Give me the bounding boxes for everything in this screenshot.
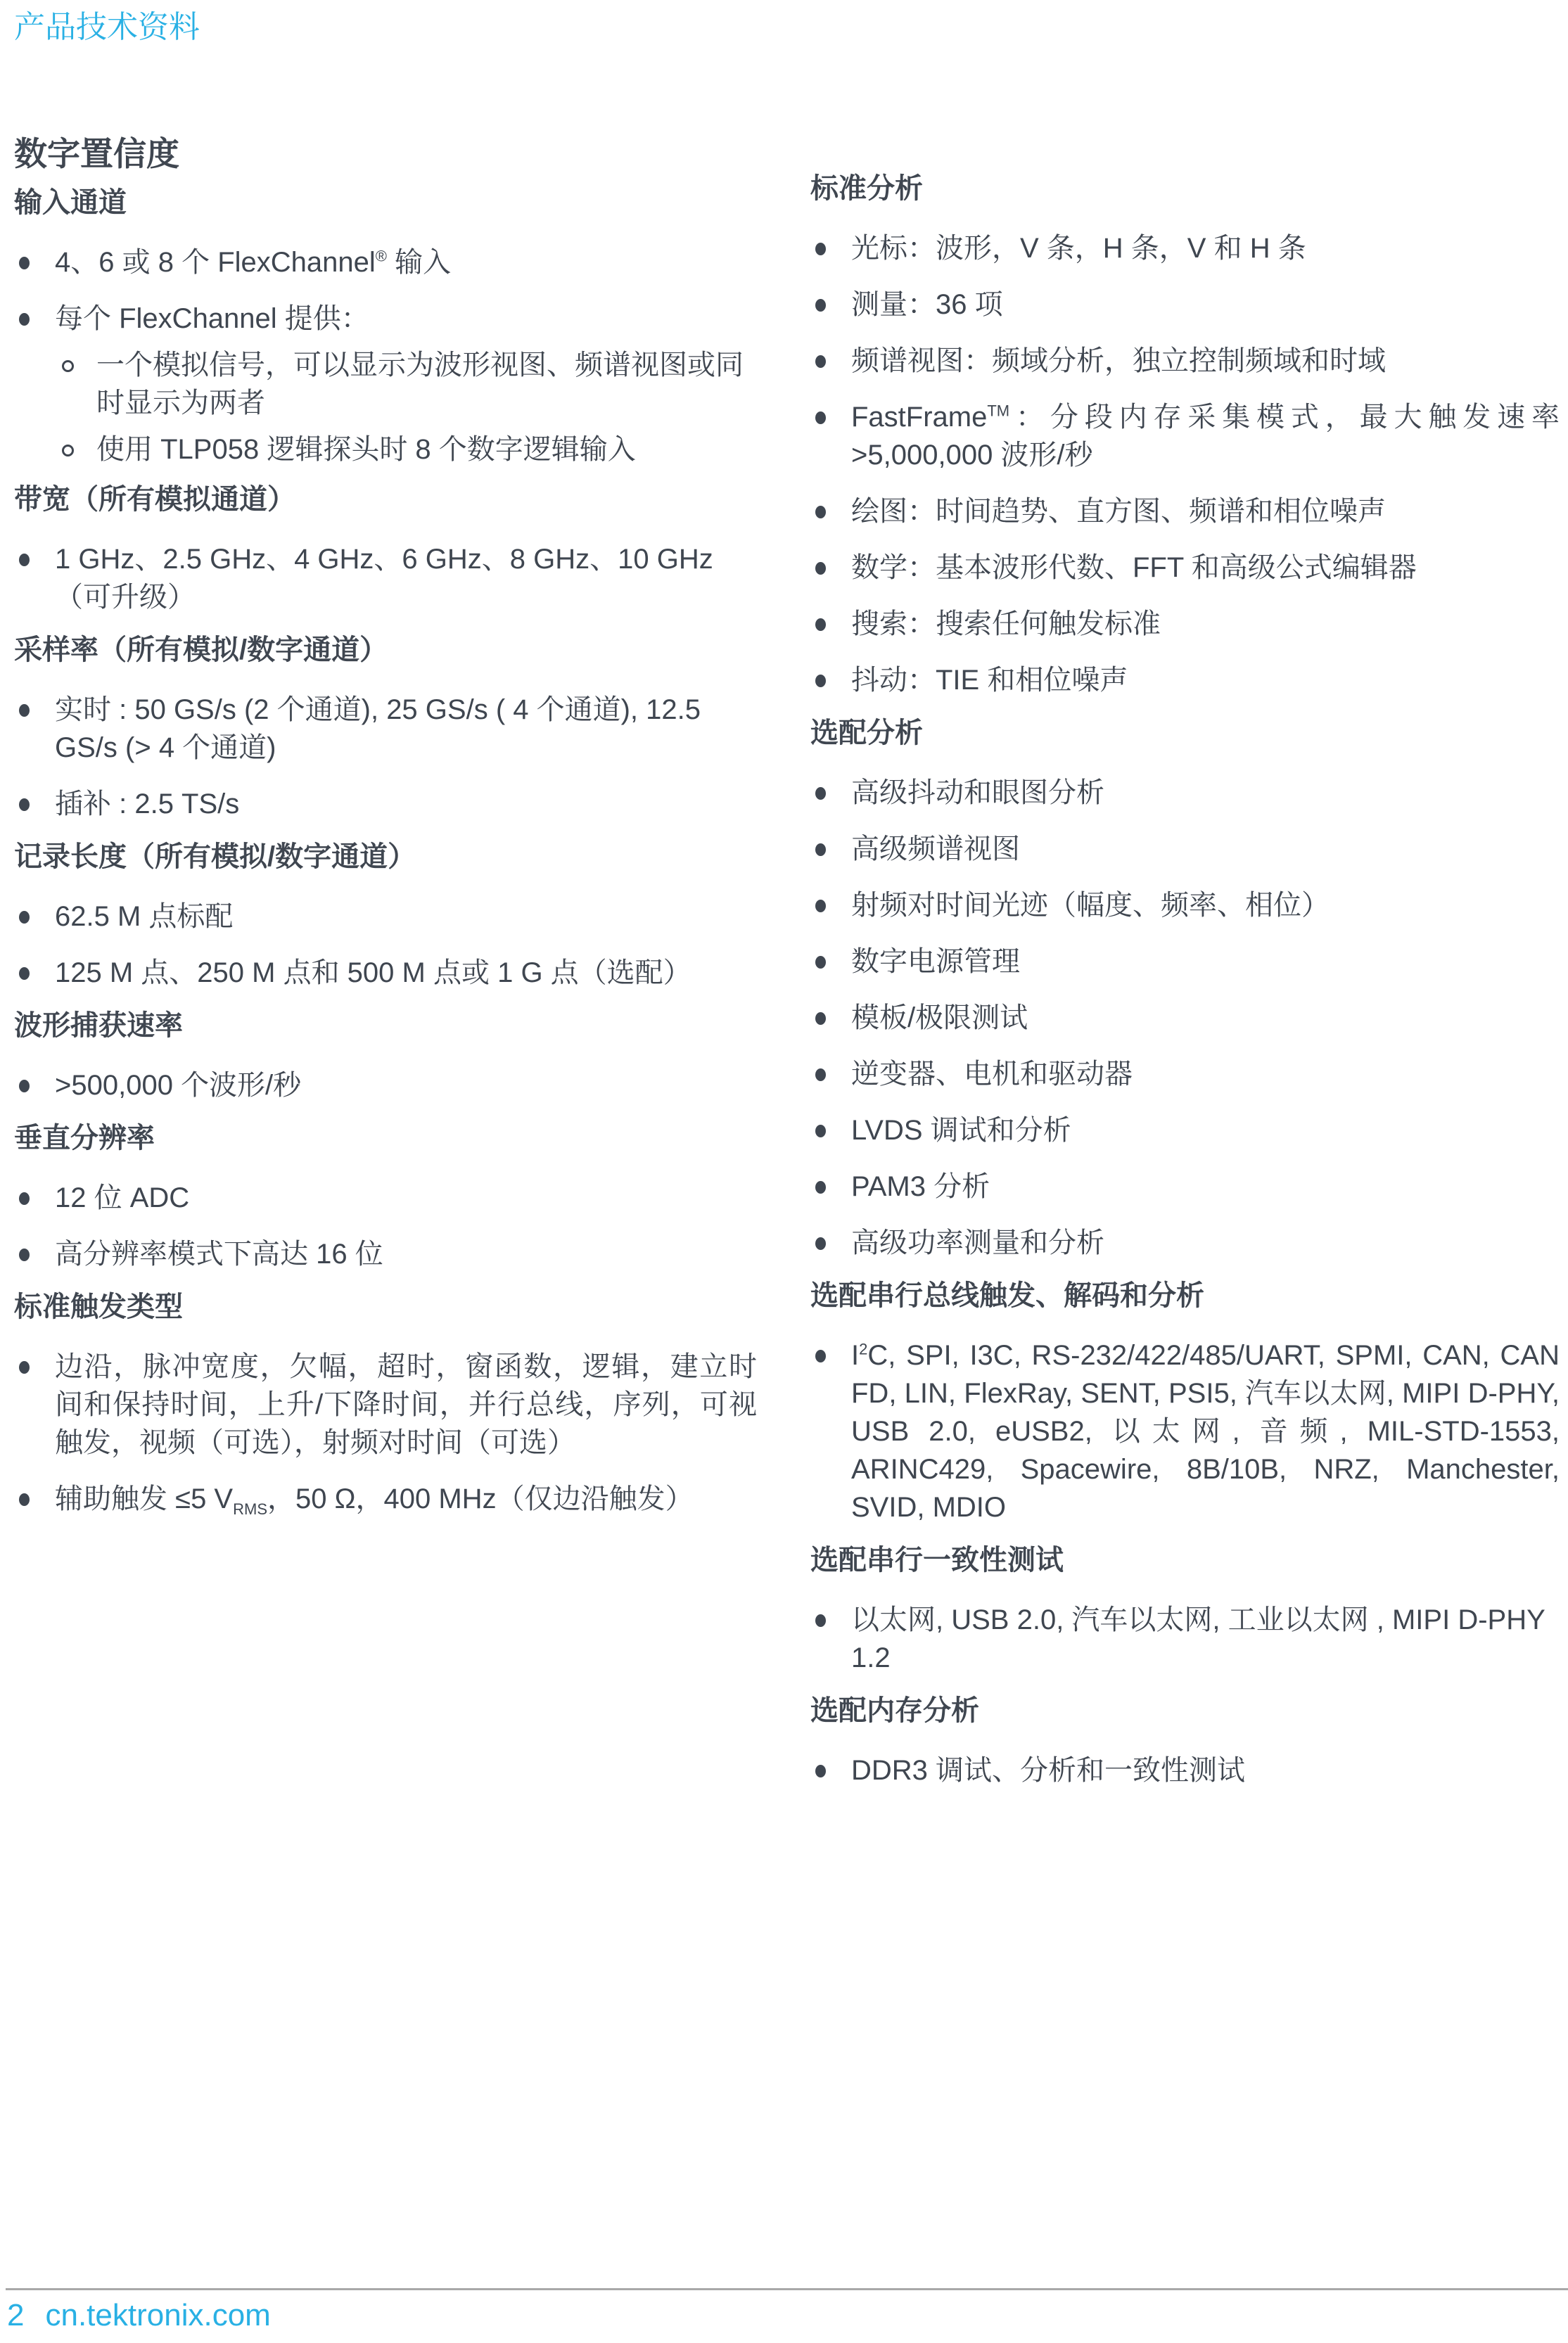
list-item (14, 1066, 757, 1104)
list-item-text: 4、6 或 8 个 FlexChannel® 输入 (55, 247, 452, 278)
list-item (14, 540, 757, 616)
list-item (810, 999, 1560, 1037)
list-item (810, 229, 1560, 267)
bullet-dot-icon (815, 1350, 826, 1362)
list-item-text: DDR3 调试、分析和一致性测试 (851, 1755, 1246, 1786)
list-item-text: 光标：波形，V 条，H 条，V 和 H 条 (851, 233, 1306, 264)
bullet-dot-icon (815, 562, 826, 575)
list-item-text: 测量：36 项 (851, 289, 1003, 320)
list-item-text: 频谱视图：频域分析，独立控制频域和时域 (851, 345, 1386, 376)
bullet-dot-icon (19, 554, 30, 566)
right-section-1 (810, 717, 1560, 1262)
section-heading: 波形捕获速率 (14, 1010, 183, 1041)
main-title: 数字置信度 (14, 135, 179, 172)
bullet-dot-icon (815, 900, 826, 912)
bullet-dot-icon (815, 1614, 826, 1627)
bullet-dot-icon (815, 243, 826, 255)
bullet-dot-icon (19, 1361, 30, 1374)
bullet-dot-icon (815, 675, 826, 687)
list-item (14, 954, 757, 992)
list-item-text: 高级抖动和眼图分析 (851, 777, 1104, 808)
list-item-text: 逆变器、电机和驱动器 (851, 1059, 1133, 1090)
list-item (810, 342, 1560, 380)
list-item-text: 以太网, USB 2.0, 汽车以太网, 工业以太网 , MIPI D-PHY 1.2 (851, 1604, 1545, 1673)
left-section-4 (14, 1010, 757, 1104)
list-item (810, 1751, 1560, 1789)
bullet-dot-icon (815, 506, 826, 518)
list-item (810, 1055, 1560, 1093)
list-item-text: 高级功率测量和分析 (851, 1227, 1104, 1258)
section-heading: 标准触发类型 (14, 1291, 183, 1322)
list-item (14, 1348, 757, 1462)
list-item-text: PAM3 分析 (851, 1171, 990, 1202)
list-item (810, 1111, 1560, 1149)
section-heading: 采样率（所有模拟/数字通道） (14, 634, 388, 665)
list-item-text: >500,000 个波形/秒 (55, 1070, 302, 1101)
section-heading: 标准分析 (810, 173, 923, 204)
bullet-dot-icon (19, 313, 30, 326)
list-item (810, 549, 1560, 587)
section-heading: 输入通道 (14, 187, 127, 218)
section-heading: 选配串行总线触发、解码和分析 (810, 1280, 1204, 1311)
bullet-dot-icon (19, 911, 30, 924)
section-heading: 选配分析 (810, 717, 923, 748)
list-item-text: 一个模拟信号，可以显示为波形视图、频谱视图或同时显示为两者 (96, 350, 744, 419)
list-item-text: 模板/极限测试 (851, 1002, 1028, 1033)
bullet-dot-icon (19, 798, 30, 811)
left-section-3 (14, 841, 757, 992)
column-gap (757, 136, 810, 1808)
section-heading: 垂直分辨率 (14, 1123, 155, 1154)
section-heading: 选配串行一致性测试 (810, 1545, 1064, 1576)
list-item-text: 辅助触发 ≤5 $V_{RMS}$，50 Ω，400 MHz（仅边沿触发） (55, 1483, 694, 1518)
list-item (14, 785, 757, 823)
list-item-text: 数字电源管理 (851, 946, 1020, 977)
bullet-dot-icon (815, 1068, 826, 1081)
bullet-dot-icon (815, 787, 826, 800)
list-item-text: 高分辨率模式下高达 16 位 (55, 1239, 383, 1270)
list-item (810, 286, 1560, 324)
left-section-2 (14, 634, 757, 823)
bullet-dot-icon (19, 1249, 30, 1261)
list-item-text: 绘图：时间趋势、直方图、频谱和相位噪声 (851, 496, 1386, 527)
list-item (14, 1235, 757, 1273)
page-footer (0, 2288, 1568, 2343)
list-item-text: 12 位 ADC (55, 1182, 190, 1213)
bullet-dot-icon (815, 1181, 826, 1194)
list-item-text: 使用 TLP058 逻辑探头时 8 个数字逻辑输入 (96, 434, 636, 465)
list-item (810, 661, 1560, 699)
left-section-5 (14, 1123, 757, 1273)
list-item-text: 搜索：搜索任何触发标准 (851, 608, 1161, 639)
list-item-text: LVDS 调试和分析 (851, 1115, 1071, 1146)
bullet-dot-icon (815, 843, 826, 856)
list-item (14, 430, 757, 468)
list-item (810, 398, 1560, 474)
bullet-dot-icon (815, 618, 826, 631)
bullet-dot-icon (815, 1765, 826, 1777)
left-column (14, 136, 757, 1808)
list-item (810, 492, 1560, 530)
list-item (810, 886, 1560, 924)
left-sections-container (14, 187, 757, 1518)
bullet-dot-icon (19, 1192, 30, 1205)
bullet-dot-icon (815, 411, 826, 424)
bullet-dot-icon (19, 1080, 30, 1092)
list-item (14, 691, 757, 767)
section-heading: 选配内存分析 (810, 1695, 979, 1726)
right-column (810, 136, 1560, 1808)
bullet-dot-icon (815, 1125, 826, 1137)
list-item-text: 62.5 M 点标配 (55, 901, 234, 932)
page-number: 2 (7, 2298, 25, 2332)
footer-url-link[interactable]: cn.tektronix.com (45, 2298, 271, 2332)
section-heading: 带宽（所有模拟通道） (14, 484, 295, 515)
bullet-dot-icon (19, 257, 30, 269)
bullet-dot-icon (815, 299, 826, 312)
list-item-text: $I^2C$, SPI, I3C, RS-232/422/485/UART, SPMI, CAN, CAN FD, LIN, FlexRay, SENT, PSI5, 汽车以太网, MIPI D-PHY, USB 2.0, eUSB2, 以太网, 音频, MIL-STD-1553, ARINC429, Spacewire, 8B/10B, NRZ, Manchester, SVID, MDIO (851, 1340, 1560, 1523)
right-sections-container (810, 173, 1560, 1789)
bullet-dot-icon (19, 967, 30, 980)
list-item (14, 898, 757, 936)
list-item-text: FastFrame™：分段内存采集模式，最大触发速率 >5,000,000 波形/秒 (851, 402, 1560, 471)
list-item (14, 243, 757, 281)
bullet-dot-icon (815, 355, 826, 368)
list-item-text: 每个 FlexChannel 提供： (55, 303, 369, 334)
section-heading: 记录长度（所有模拟/数字通道） (14, 841, 416, 872)
list-item (810, 774, 1560, 812)
left-section-0 (14, 187, 757, 468)
footer-row (7, 2298, 271, 2333)
right-section-2 (810, 1280, 1560, 1526)
bullet-dot-icon (815, 1012, 826, 1025)
doc-type-label: 产品技术资料 (14, 10, 200, 44)
list-item (14, 1179, 757, 1217)
list-item-text: 125 M 点、250 M 点和 500 M 点或 1 G 点（选配） (55, 957, 691, 988)
right-section-3 (810, 1545, 1560, 1677)
bullet-dot-icon (815, 1237, 826, 1250)
list-item-text: 高级频谱视图 (851, 834, 1020, 864)
left-section-1 (14, 484, 757, 616)
list-item (810, 1336, 1560, 1526)
bullet-dot-icon (19, 704, 30, 717)
list-item (14, 300, 757, 338)
list-item-text: 边沿，脉冲宽度，欠幅，超时，窗函数，逻辑，建立时间和保持时间，上升/下降时间，并行总线，序列，可视触发，视频（可选），射频对时间（可选） (55, 1351, 757, 1458)
content-columns (0, 136, 1568, 1808)
list-item (14, 1480, 757, 1518)
list-item-text: 实时 : 50 GS/s (2 个通道), 25 GS/s ( 4 个通道), 12.5 GS/s (> 4 个通道) (55, 694, 701, 763)
right-section-4 (810, 1695, 1560, 1789)
right-section-0 (810, 173, 1560, 699)
list-item-text: 插补 : 2.5 TS/s (55, 789, 240, 819)
list-item-text: 数学：基本波形代数、FFT 和高级公式编辑器 (851, 552, 1417, 583)
left-section-6 (14, 1291, 757, 1518)
list-item (810, 605, 1560, 643)
bullet-dot-icon (19, 1493, 30, 1506)
list-item-text: 1 GHz、2.5 GHz、4 GHz、6 GHz、8 GHz、10 GHz（可升级） (55, 544, 713, 613)
list-item (14, 346, 757, 422)
bullet-circle-icon (62, 445, 74, 457)
list-item (810, 1601, 1560, 1677)
list-item (810, 1224, 1560, 1262)
page-header (0, 0, 1568, 45)
bullet-circle-icon (62, 360, 74, 372)
bullet-dot-icon (815, 956, 826, 969)
list-item (810, 1168, 1560, 1206)
list-item-text: 射频对时间光迹（幅度、频率、相位） (851, 890, 1330, 921)
list-item-text: 抖动：TIE 和相位噪声 (851, 665, 1128, 696)
footer-divider (6, 2288, 1568, 2290)
list-item (810, 830, 1560, 868)
list-item (810, 943, 1560, 981)
